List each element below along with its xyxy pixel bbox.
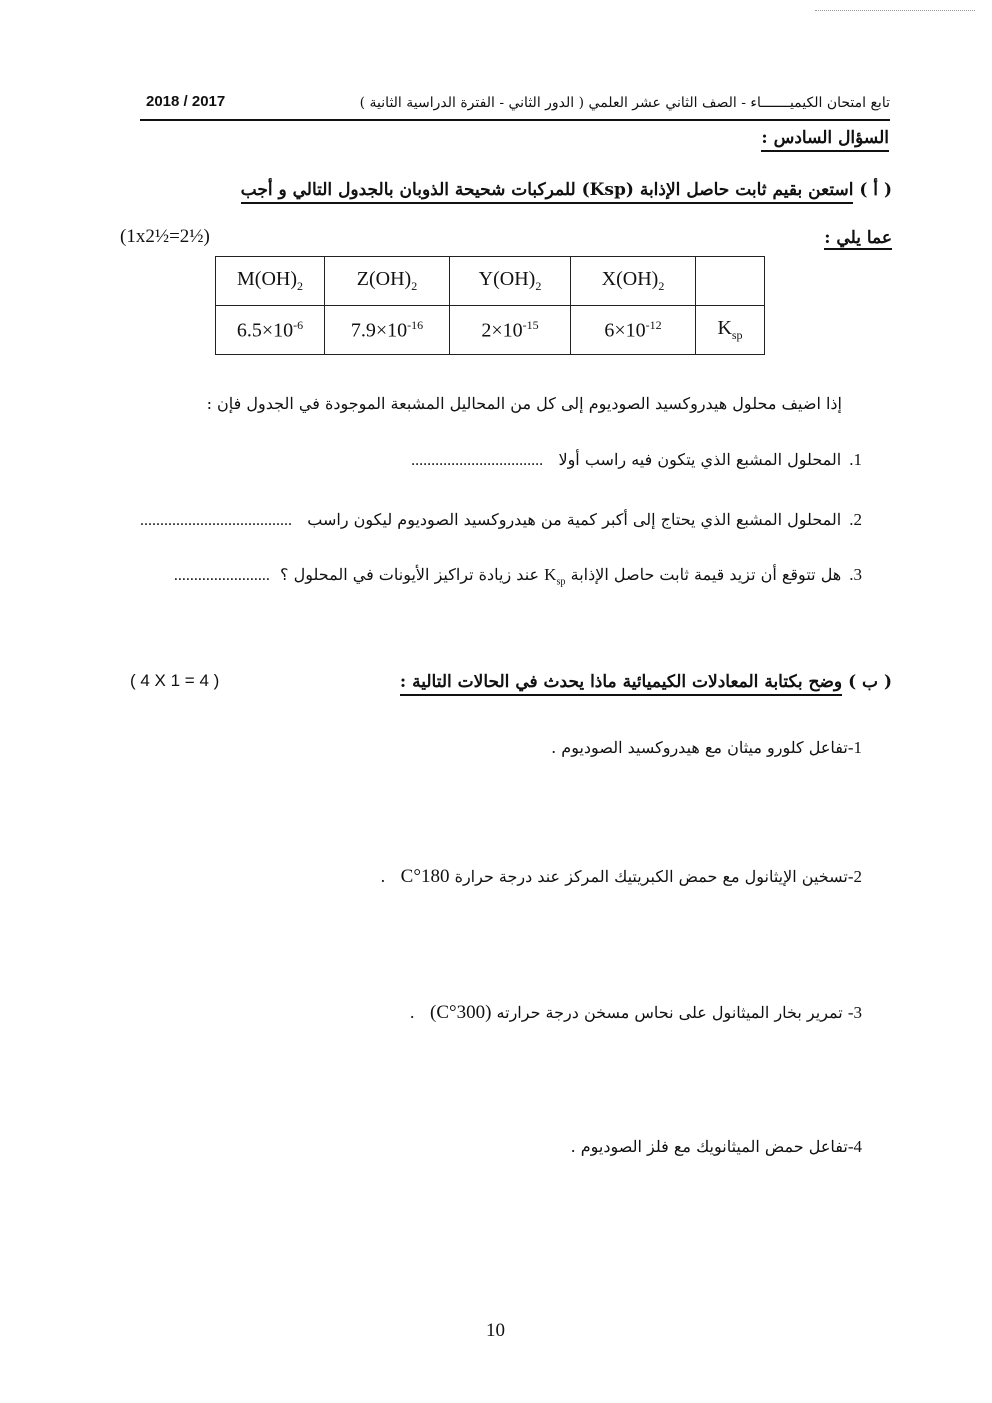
ksp-table-header-row <box>216 257 765 306</box>
part-b-marks: ( 4 X 1 = 4 ) <box>130 671 220 690</box>
question-title: السؤال السادس : <box>761 128 889 148</box>
part-b-item-3: 3- تمرير بخار الميثانول على نحاس مسخن درجة حرارته (300°C) . <box>409 1002 862 1023</box>
ksp-symbol: $K_{sp}$ <box>544 565 566 588</box>
table-value-x: $6\times 10^{-12}$ <box>571 306 696 355</box>
part-a-intro: إذا اضيف محلول هيدروكسيد الصوديوم إلى كل من المحاليل المشبعة الموجودة في الجدول فإن : <box>206 394 842 413</box>
table-header-z: $Z(OH)_2$ <box>325 257 450 306</box>
part-a-item-3: 3.هل تتوقع أن تزيد قيمة ثابت حاصل الإذابة $K_{sp}$ عند زيادة تراكيز الأيونات في المحلول ؟ ........................ <box>173 565 862 588</box>
exam-header <box>140 93 890 121</box>
part-b-text: وضح بكتابة المعادلات الكيميائية ماذا يحدث في الحالات التالية : <box>400 672 842 696</box>
part-a-label: ( أ ) <box>859 180 892 200</box>
part-b-label: ( ب ) <box>848 672 892 692</box>
part-a-marks: (1x2½=2½) <box>120 226 210 247</box>
exam-header-title: تابع امتحان الكيميـــــــاء - الصف الثاني عشر العلمي ( الدور الثاني - الفترة الدراسية الثانية ) <box>359 95 890 111</box>
table-header-empty <box>696 257 765 306</box>
part-b-item-2: 2-تسخين الإيثانول مع حمض الكبريتيك المركز عند درجة حرارة 180°C . <box>380 866 862 887</box>
top-scan-line <box>815 10 975 11</box>
part-b-instruction <box>400 672 892 692</box>
exam-header-year: 2018 / 2017 <box>146 93 226 110</box>
answer-blank[interactable]: ...................................... <box>140 512 293 529</box>
part-a-instruction <box>112 180 892 200</box>
part-a-text: استعن بقيم ثابت حاصل الإذابة (Ksp) للمركبات شحيحة الذوبان بالجدول التالي و أجب <box>241 180 854 204</box>
temperature-300: (300°C) <box>429 1002 492 1023</box>
answer-blank[interactable]: ................................. <box>411 452 544 469</box>
ksp-table <box>215 256 765 355</box>
part-b-item-1: 1-تفاعل كلورو ميثان مع هيدروكسيد الصوديوم . <box>551 738 862 757</box>
table-value-y: $2\times 10^{-15}$ <box>450 306 571 355</box>
part-a-item-2: 2.المحلول المشبع الذي يحتاج إلى أكبر كمية من هيدروكسيد الصوديوم ليكون راسب ...................................... <box>140 510 862 529</box>
part-b-item-4: 4-تفاعل حمض الميثانويك مع فلز الصوديوم . <box>570 1137 862 1156</box>
table-header-m: $M(OH)_2$ <box>216 257 325 306</box>
table-header-y: $Y(OH)_2$ <box>450 257 571 306</box>
table-row-label-ksp: $K_{sp}$ <box>696 306 765 355</box>
part-a-instruction-line2: عما يلي : <box>824 228 892 248</box>
table-value-z: $7.9\times 10^{-16}$ <box>325 306 450 355</box>
table-header-x: $X(OH)_2$ <box>571 257 696 306</box>
ksp-table-values-row <box>216 306 765 355</box>
part-a-item-1: 1.المحلول المشبع الذي يتكون فيه راسب أولا ................................. <box>411 450 862 469</box>
page-number: 10 <box>486 1320 505 1341</box>
answer-blank[interactable]: ........................ <box>173 567 270 584</box>
temperature-180: 180°C <box>400 866 450 887</box>
table-value-m: $6.5\times 10^{-6}$ <box>216 306 325 355</box>
